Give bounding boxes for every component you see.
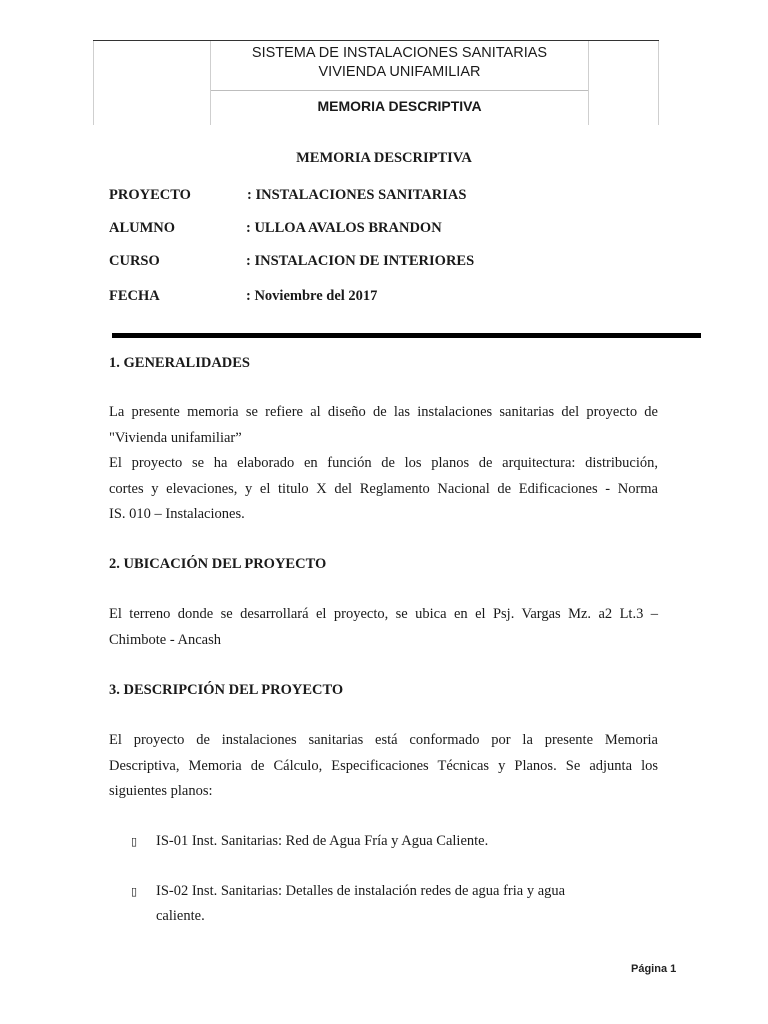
paragraph-line: El terreno donde se desarrollará el proyecto, se ubica en el Psj. Vargas Mz. a2 Lt.3 – xyxy=(109,606,658,622)
info-value: : Noviembre del 2017 xyxy=(246,288,378,304)
bullet-icon: ▯ xyxy=(131,835,138,848)
list-item-line: caliente. xyxy=(156,908,205,924)
paragraph-line: siguientes planos: xyxy=(109,783,213,799)
info-label: ALUMNO xyxy=(109,220,176,236)
header-memo-label: MEMORIA DESCRIPTIVA xyxy=(317,98,482,114)
list-item-line: IS-01 Inst. Sanitarias: Red de Agua Fría y Agua Caliente. xyxy=(156,833,489,849)
section-heading-descripcion: 3. DESCRIPCIÓN DEL PROYECTO xyxy=(109,682,344,698)
paragraph-line: "Vivienda unifamiliar” xyxy=(109,429,242,446)
header-system-line2: VIVIENDA UNIFAMILIAR xyxy=(318,64,481,80)
paragraph-line: cortes y elevaciones, y el titulo X del Reglamento Nacional de Edificaciones - Norma xyxy=(109,480,658,497)
paragraph-line: Descriptiva, Memoria de Cálculo, Especificaciones Técnicas y Planos. Se adjunta los xyxy=(109,757,658,774)
bullet-icon: ▯ xyxy=(131,885,138,898)
header-system-line1: SISTEMA DE INSTALACIONES SANITARIAS xyxy=(251,45,548,61)
list-item-text xyxy=(156,829,626,854)
header-logo-cell xyxy=(93,41,211,125)
paragraph-line: Chimbote - Ancash xyxy=(109,631,221,648)
page-number: Página 1 xyxy=(631,963,677,975)
list-item-text xyxy=(156,879,626,929)
horizontal-divider xyxy=(112,333,701,338)
section-paragraph-descripcion xyxy=(109,728,658,805)
paragraph-line: IS. 010 – Instalaciones. xyxy=(109,506,245,522)
paragraph-line: El proyecto de instalaciones sanitarias está conformado por la presente Memoria xyxy=(109,732,658,748)
document-title: MEMORIA DESCRIPTIVA xyxy=(296,150,472,166)
header-table xyxy=(93,40,659,125)
info-value: : INSTALACIONES SANITARIAS xyxy=(247,187,467,203)
info-value: : INSTALACION DE INTERIORES xyxy=(246,253,475,269)
section-paragraph-generalidades xyxy=(109,400,658,528)
header-system-title xyxy=(211,41,588,91)
section-heading-generalidades: 1. GENERALIDADES xyxy=(109,355,250,371)
info-label: CURSO xyxy=(109,253,160,269)
list-item-line: IS-02 Inst. Sanitarias: Detalles de instalación redes de agua fria y agua xyxy=(156,883,566,899)
info-label: PROYECTO xyxy=(109,187,191,203)
info-label: FECHA xyxy=(109,288,160,304)
paragraph-line: La presente memoria se refiere al diseño de las instalaciones sanitarias del proyecto de xyxy=(109,404,658,420)
info-value: : ULLOA AVALOS BRANDON xyxy=(246,220,442,236)
paragraph-line: El proyecto se ha elaborado en función de los planos de arquitectura: distribución, xyxy=(109,455,658,471)
header-center-cell xyxy=(211,41,588,125)
section-paragraph-ubicacion xyxy=(109,602,658,653)
section-heading-ubicacion: 2. UBICACIÓN DEL PROYECTO xyxy=(109,556,327,572)
header-right-cell xyxy=(588,41,659,125)
